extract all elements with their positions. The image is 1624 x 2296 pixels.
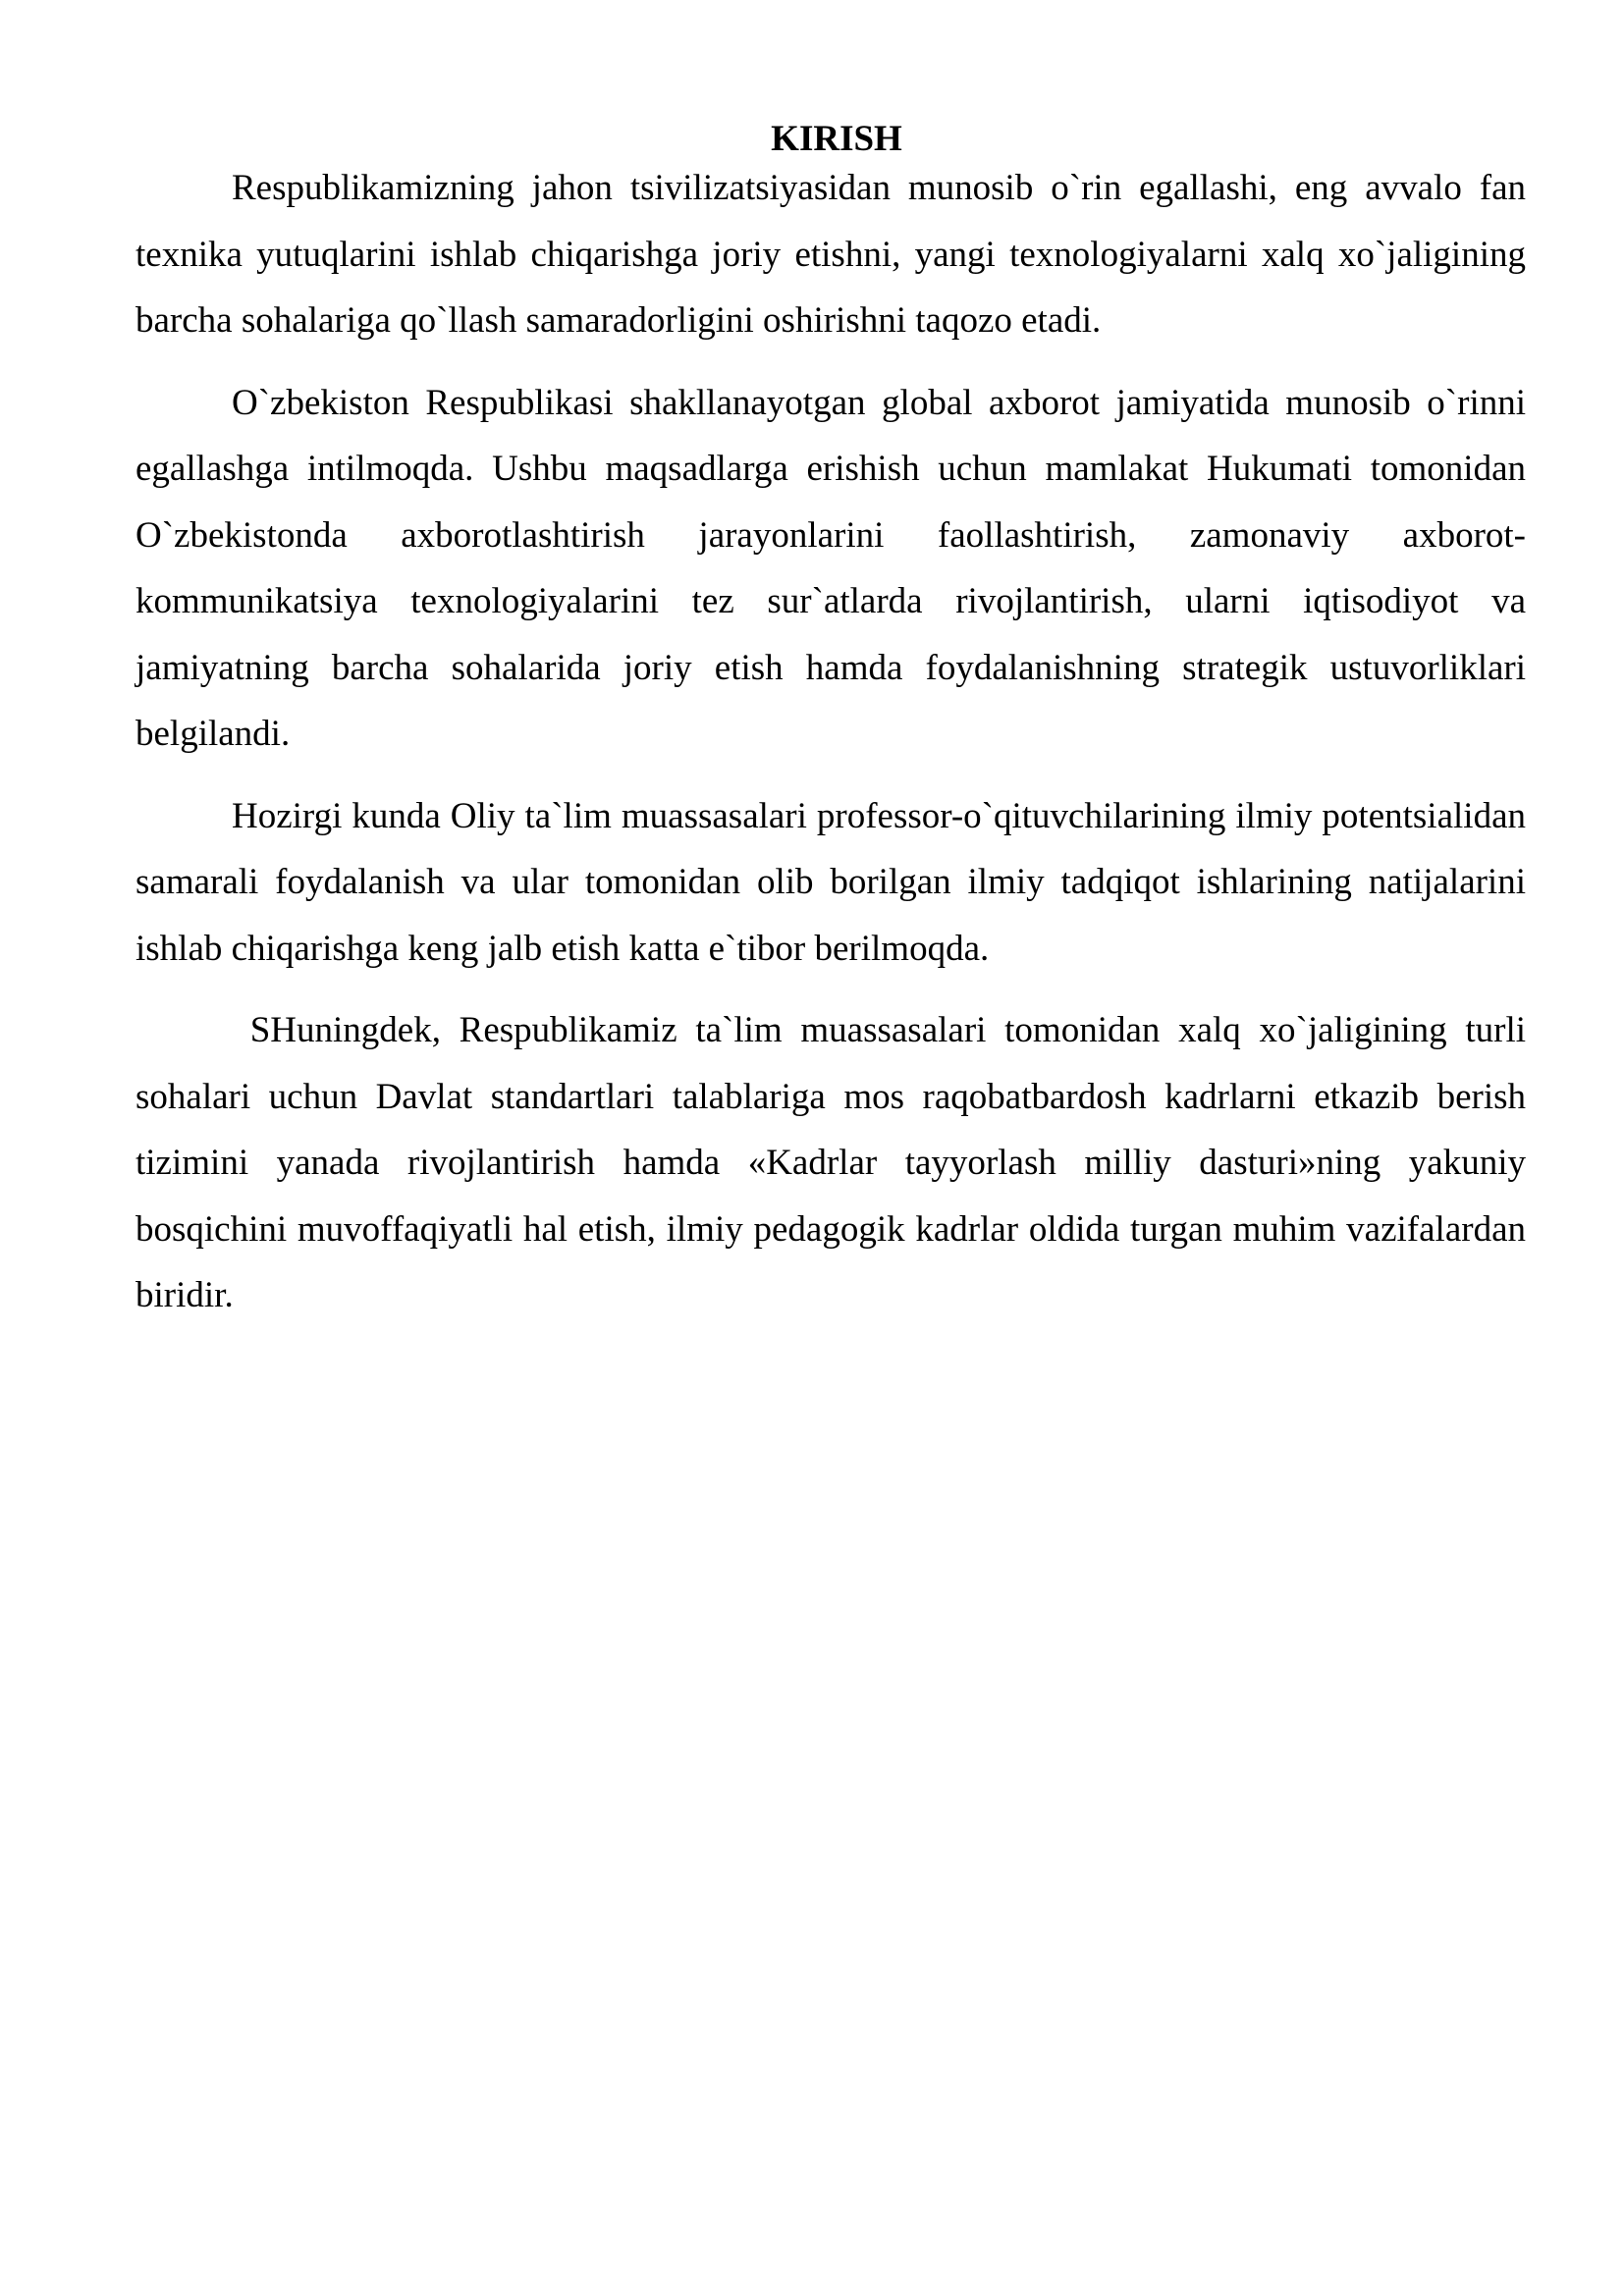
document-body xyxy=(135,114,1536,1329)
paragraph-3: Hozirgi kunda Oliy ta`lim muassasalari professor-o`qituvchilarining ilmiy potentsialidan samarali foydalanish va ular tomonidan olib borilgan ilmiy tadqiqot ishlarining natijalarini ishlab chiqarishga keng jalb etish katta e`tibor berilmoqda. xyxy=(135,795,1526,969)
paragraph-4: SHuningdek, Respublikamiz ta`lim muassasalari tomonidan xalq xo`jaligining turli sohalari uchun Davlat standartlari talablariga mos raqobatbardosh kadrlarni etkazib berish tizimini yanada rivojlantirish hamda «Kadrlar tayyorlash milliy dasturi»ning yakuniy bosqichini muvoffaqiyatli hal etish, ilmiy pedagogik kadrlar oldida turgan muhim vazifalardan biridir. xyxy=(135,1010,1536,1315)
document-title: KIRISH xyxy=(771,119,902,159)
paragraph-2: O`zbekiston Respublikasi shakllanayotgan global axborot jamiyatida munosib o`rinni egallashga intilmoqda. Ushbu maqsadlarga erishish uchun mamlakat Hukumati tomonidan O`zbekistonda axborotlashtirish jarayonlarini faollashtirish, zamonaviy axborot-kommunikatsiya texnologiyalarini tez sur`atlarda rivojlantirish, ularni iqtisodiyot va jamiyatning barcha sohalarida joriy etish hamda foydalanishning strategik ustuvorliklari belgilandi. xyxy=(135,382,1526,754)
paragraph-1: Respublikamizning jahon tsivilizatsiyasidan munosib o`rin egallashi, eng avvalo fan texnika yutuqlarini ishlab chiqarishga joriy etishni, yangi texnologiyalarni xalq xo`jaligining barcha sohalariga qo`llash samaradorligini oshirishni taqozo etadi. xyxy=(135,168,1526,341)
